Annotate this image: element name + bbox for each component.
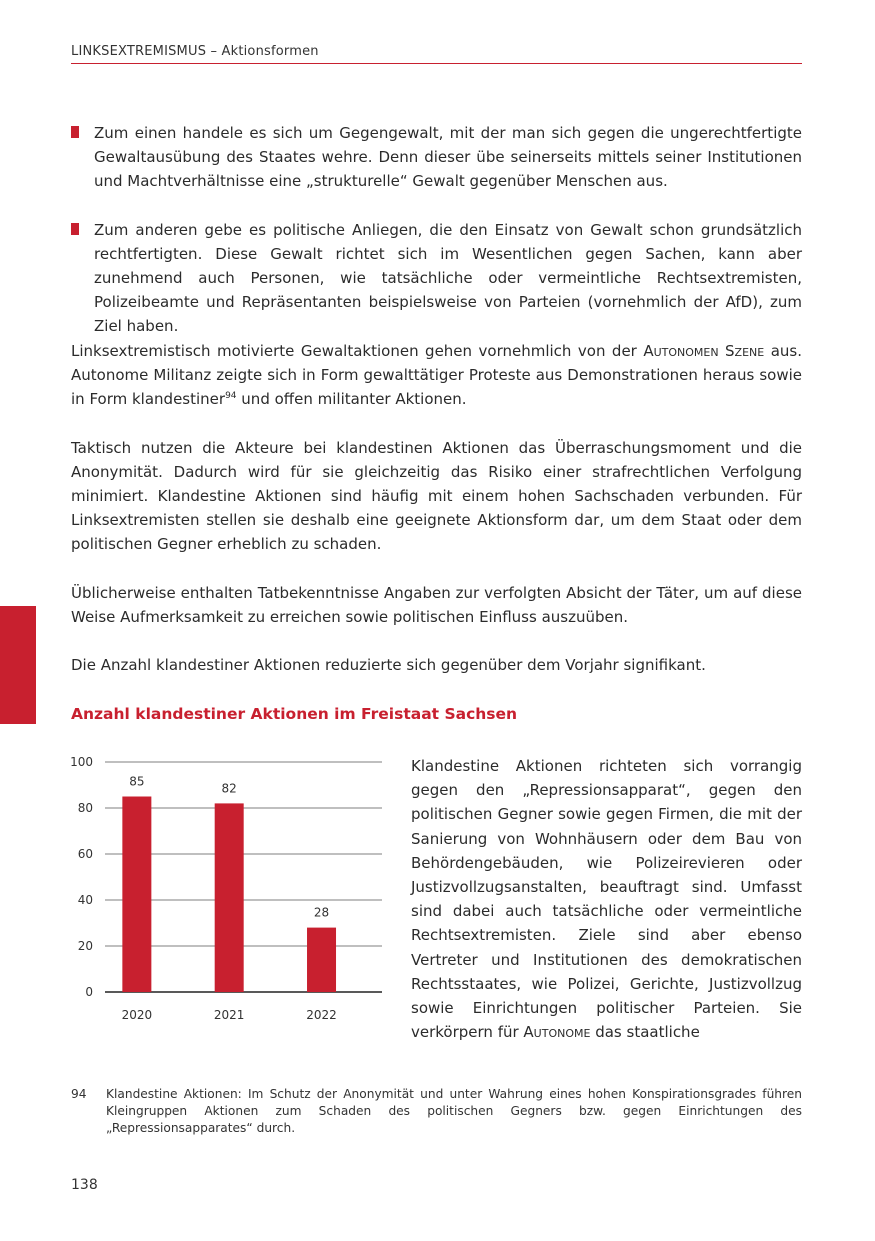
running-header — [71, 44, 802, 64]
data-label: 28 — [313, 905, 330, 920]
y-tick-label: 0 — [85, 985, 93, 999]
bar-chart — [60, 748, 390, 1033]
paragraph-autonome-militanz — [71, 339, 802, 412]
footnote — [71, 1086, 802, 1137]
bar-2020 — [122, 797, 151, 993]
footnote-text: Klandestine Aktionen: Im Schutz der Anonymität und unter Wahrung eines hohen Konspirationsgrades führen Kleingruppen Aktionen zum Schaden des politischen Gegners bzw. gegen Einrichtungen des „Repressionsapparates“ durch. — [106, 1087, 802, 1135]
bar-2021 — [215, 803, 244, 992]
term-autonome: Autonome — [523, 1023, 591, 1042]
bar-2022 — [307, 928, 336, 992]
side-text-after: das staatliche — [590, 1023, 700, 1042]
bullet-item — [71, 218, 802, 339]
chart-title: Anzahl klandestiner Aktionen im Freistaat Sachsen — [71, 705, 518, 723]
paragraph-tatbekenntnisse: Üblicherweise enthalten Tatbekenntnisse Angaben zur verfolgten Absicht der Täter, um auf diese Weise Aufmerksamkeit zu erreichen sowie politischen Einfluss auszuüben. — [71, 583, 802, 626]
footnote-number: 94 — [71, 1087, 87, 1101]
body-text — [71, 339, 802, 701]
y-tick-label: 100 — [70, 755, 93, 769]
x-tick-label: 2020 — [121, 1008, 153, 1022]
y-tick-label: 20 — [77, 939, 93, 953]
footnote-ref-94[interactable]: 94 — [225, 391, 237, 402]
page-number: 138 — [71, 1177, 98, 1193]
y-tick-label: 60 — [77, 847, 93, 861]
paragraph-taktik: Taktisch nutzen die Akteure bei klandestinen Aktionen das Überraschungsmoment und die Anonymität. Dadurch wird für sie gleichzeitig das Risiko einer strafrechtlichen Verfolgung minimiert. Klandestine Aktionen sind häufig mit einem hohen Sachschaden verbunden. Für Linksextremisten stellen sie deshalb eine geeignete Aktionsform dar, um dem Staat oder dem politischen Gegner erheblich zu schaden. — [71, 438, 802, 554]
bullet-text: Zum einen handele es sich um Gegengewalt, mit der man sich gegen die ungerechtfertigte Gewaltausübung des Staates wehre. Denn dieser übe seinerseits mittels seiner Institutionen und Machtverhältnisse eine „strukturelle“ Gewalt gegenüber Menschen aus. — [94, 124, 802, 191]
chart-side-text — [411, 754, 802, 1044]
chapter-tab-marker — [0, 606, 36, 724]
running-header-title: LINKSEXTREMISMUS – Aktionsformen — [71, 44, 319, 59]
term-autonome-szene: Autonomen Szene — [643, 342, 765, 360]
x-tick-label: 2021 — [213, 1008, 245, 1022]
bullet-text: Zum anderen gebe es politische Anliegen, die den Einsatz von Gewalt schon grundsätzlich rechtfertigten. Diese Gewalt richtet sich im Wesentlichen gegen Sachen, kann aber zunehmend auch Personen, wie tatsächliche oder vermeintliche Rechtsextremisten, Polizeibeamte und Repräsentanten beispielsweise von Parteien (vornehmlich der AfD), zum Ziel haben. — [94, 220, 802, 336]
x-tick-label: 2022 — [306, 1008, 337, 1022]
data-label: 82 — [221, 781, 237, 796]
paragraph-anzahl: Die Anzahl klandestiner Aktionen reduzierte sich gegenüber dem Vorjahr signifikant. — [71, 656, 706, 675]
y-tick-label: 40 — [77, 893, 93, 907]
para1-after: und offen militanter Aktionen. — [236, 390, 467, 409]
data-label: 85 — [129, 774, 145, 789]
bullet-square-icon — [71, 223, 79, 235]
side-text-before: Klandestine Aktionen richteten sich vorrangig gegen den „Repressionsapparat“, gegen den politischen Gegner sowie gegen Firmen, die mit der Sanierung von Wohnhäusern oder dem Bau von Behördengebäuden, wie Polizeirevieren oder Justizvollzugsanstalten, beauftragt sind. Umfasst sind dabei auch tatsächliche oder vermeintliche Rechtsextremisten. Ziele sind aber ebenso Vertreter und Institutionen des demokratischen Rechtsstaates, wie Polizei, Gerichte, Justizvollzug sowie Einrichtungen politischer Parteien. Sie verkörpern für — [411, 757, 802, 1042]
para1-before: Linksextremistisch motivierte Gewaltaktionen gehen vornehmlich von der — [71, 342, 644, 360]
bullet-list — [71, 121, 802, 363]
bullet-item — [71, 121, 802, 194]
y-tick-label: 80 — [77, 801, 93, 815]
bullet-square-icon — [71, 126, 79, 138]
para1-middle: aus. Autonome Militanz zeigte sich in Form gewalttätiger Proteste aus Demonstrationen heraus sowie in Form klandestiner — [71, 342, 802, 409]
